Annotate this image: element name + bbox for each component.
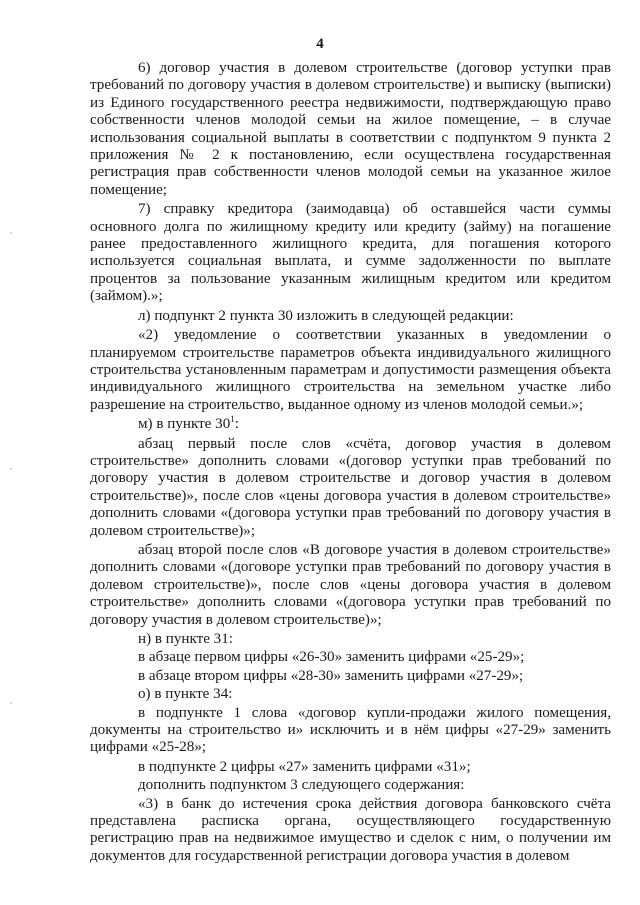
paragraph-item-n: н) в пункте 31: (138, 631, 233, 647)
paragraph-subitem-2-change: в подпункте 2 цифры «27» заменить цифрами «31»; (138, 758, 471, 775)
paragraph-second-abzac-change: абзац второй после слов «В договоре участия в долевом строительстве» дополнить словами «(договоре уступки прав требований по договору участия в долевом строительстве)», после слов «цены договора участия в долевом строительстве» дополнить словами «(договора уступки прав требований по договору участия в долевом строительстве)»; (90, 541, 611, 628)
paragraph-abzac-first-digits: в абзаце первом цифры «26-30» заменить цифрами «25-29»; (138, 649, 525, 666)
page-number: 4 (316, 36, 324, 52)
scan-speck (10, 468, 12, 470)
paragraph-quoted-subitem-2: «2) уведомление о соответствии указанных в уведомлении о планируемом строительстве параметров объекта индивидуального жилищного строительства установленным параметрам и допустимости размещения объекта индивидуального жилищного строительства на земельном участке либо разрешение на строительство, выданное одному из членов молодой семьи.»; (90, 327, 611, 413)
paragraph-subitem-6: 6) договор участия в долевом строительстве (договор уступки прав требований по договору участия в долевом строительстве) и выписку (выписки) из Единого государственного реестра недвижимости, подтверждающую право собственности членов молодой семьи на жилое помещение, – в случае использования социальной выплаты в соответствии с подпунктом 9 пункта 2 приложения № 2 к постановлению, если осуществлена государственная регистрация прав собственности членов молодой семьи на указанное жилое помещение; (90, 60, 611, 198)
document-body (90, 60, 611, 867)
paragraph-abzac-second-digits: в абзаце втором цифры «28-30» заменить цифрами «27-29»; (138, 667, 524, 684)
paragraph-item-o: о) в пункте 34: (138, 686, 233, 703)
paragraph-subitem-1-change: в подпункте 1 слова «договор купли-продажи жилого помещения, документы на строительство и» исключить и в нём цифры «27-29» заменить цифрами «25-28»; (90, 704, 611, 756)
scan-speck (10, 702, 12, 704)
paragraph-add-subitem-3: дополнить подпунктом 3 следующего содержания: (138, 777, 465, 794)
scan-speck (10, 232, 12, 234)
paragraph-quoted-subitem-3: «3) в банк до истечения срока действия договора банковского счёта представлена расписка органа, осуществляющего государственную регистрацию прав на недвижимое имущество и сделок с ним, о получении им документов для государственной регистрации договора участия в долевом (90, 795, 611, 864)
item-m-text: м) в пункте 30 (138, 416, 231, 433)
item-m-colon: : (234, 416, 239, 433)
paragraph-item-l: л) подпункт 2 пункта 30 изложить в следующей редакции: (138, 307, 514, 324)
paragraph-item-m (90, 416, 611, 433)
paragraph-subitem-7: 7) справку кредитора (заимодавца) об оставшейся части суммы основного долга по жилищному кредиту или кредиту (займу) на погашение ранее предоставленного жилищного кредита, для погашения которого используется социальная выплата, и сумме задолженности по выплате процентов за пользование указанным жилищным кредитом или кредитом (займом).»; (90, 201, 611, 305)
paragraph-first-abzac-change: абзац первый после слов «счёта, договор участия в долевом строительстве» дополнить словами «(договор уступки прав требований по договору участия в долевом строительстве и договор участия в долевом строительстве)», после слов «цены договора участия в долевом строительстве» дополнить словами «(договора уступки прав требований по договору участия в долевом строительстве)»; (90, 435, 611, 539)
item-m-superscript: 1 (230, 414, 235, 425)
